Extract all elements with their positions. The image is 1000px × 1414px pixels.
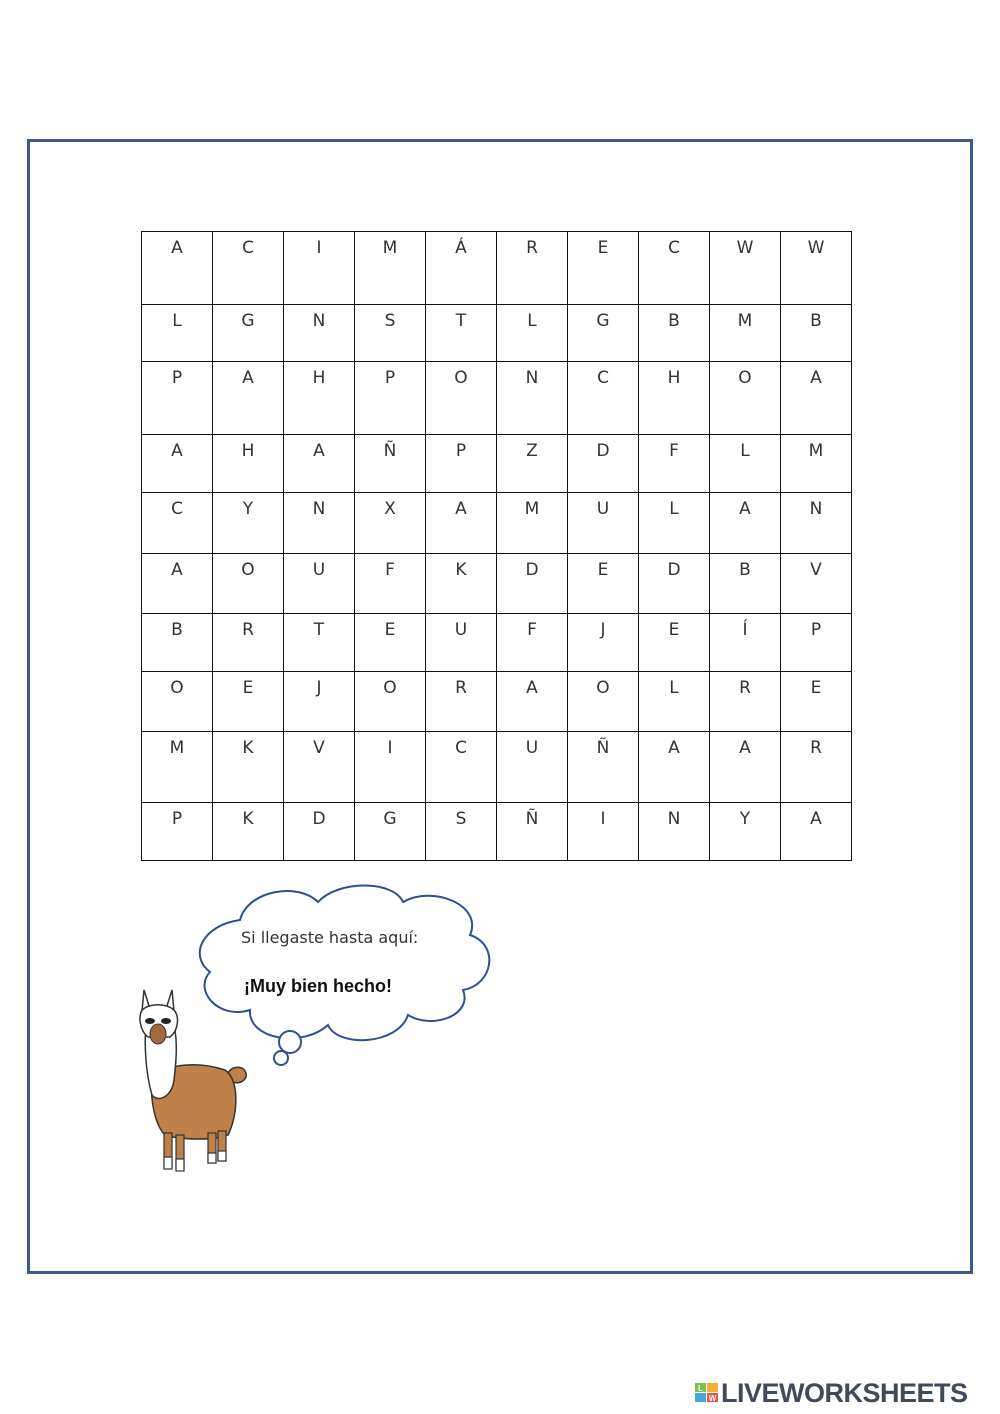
grid-cell [142, 614, 213, 672]
grid-letter: I [316, 238, 322, 258]
grid-cell [355, 493, 426, 554]
grid-letter: L [740, 441, 750, 461]
grid-cell [639, 305, 710, 362]
grid-letter: C [171, 499, 183, 519]
grid-letter: A [171, 560, 183, 580]
grid-letter: C [455, 738, 467, 758]
grid-row [142, 614, 852, 672]
grid-cell [355, 554, 426, 614]
grid-cell [426, 554, 497, 614]
grid-row [142, 803, 852, 861]
grid-row [142, 493, 852, 554]
grid-letter: M [169, 738, 185, 758]
grid-letter: M [737, 311, 753, 331]
grid-cell [142, 435, 213, 493]
grid-cell [497, 305, 568, 362]
grid-cell [568, 305, 639, 362]
grid-letter: U [454, 620, 468, 640]
grid-letter: E [597, 560, 609, 580]
grid-cell [142, 362, 213, 435]
grid-letter: Á [455, 238, 467, 258]
grid-cell [781, 803, 852, 861]
grid-letter: G [383, 809, 397, 829]
grid-cell [497, 803, 568, 861]
grid-letter: E [384, 620, 396, 640]
grid-letter: E [810, 678, 822, 698]
grid-cell [213, 554, 284, 614]
grid-cell [781, 493, 852, 554]
thought-dot-large [279, 1031, 301, 1053]
grid-cell [639, 554, 710, 614]
grid-cell [284, 435, 355, 493]
grid-letter: Í [742, 620, 748, 640]
grid-letter: G [596, 311, 610, 331]
grid-letter: D [525, 560, 539, 580]
grid-cell [710, 614, 781, 672]
grid-cell [568, 435, 639, 493]
grid-letter: P [171, 809, 183, 829]
grid-letter: H [241, 441, 255, 461]
grid-cell [639, 732, 710, 803]
grid-cell [355, 305, 426, 362]
grid-letter: Y [242, 499, 254, 519]
grid-cell [213, 232, 284, 305]
grid-letter: H [667, 368, 681, 388]
grid-cell [426, 232, 497, 305]
grid-cell [355, 232, 426, 305]
grid-cell [497, 362, 568, 435]
grid-letter: K [455, 560, 467, 580]
grid-cell [284, 362, 355, 435]
grid-letter: T [455, 311, 467, 331]
grid-cell [426, 672, 497, 732]
grid-cell [284, 554, 355, 614]
grid-letter: J [600, 620, 606, 640]
grid-letter: U [596, 499, 610, 519]
grid-cell [710, 732, 781, 803]
grid-letter: B [810, 311, 822, 331]
grid-cell [142, 493, 213, 554]
grid-letter: H [312, 368, 326, 388]
grid-letter: N [667, 809, 681, 829]
grid-letter: L [669, 678, 679, 698]
grid-cell [284, 232, 355, 305]
grid-cell [355, 362, 426, 435]
grid-letter: O [738, 368, 752, 388]
grid-cell [213, 672, 284, 732]
grid-letter: S [455, 809, 467, 829]
grid-cell [710, 305, 781, 362]
grid-letter: X [384, 499, 396, 519]
grid-letter: A [810, 368, 822, 388]
grid-cell [568, 672, 639, 732]
grid-letter: D [312, 809, 326, 829]
grid-letter: A [668, 738, 680, 758]
grid-letter: O [454, 368, 468, 388]
grid-cell [426, 305, 497, 362]
grid-letter: E [242, 678, 254, 698]
brand-name: LIVEWORKSHEETS [721, 1377, 968, 1408]
grid-letter: W [736, 238, 754, 258]
grid-letter: Z [526, 441, 538, 461]
grid-cell [710, 232, 781, 305]
grid-letter: N [312, 499, 326, 519]
grid-cell [142, 554, 213, 614]
grid-letter: L [172, 311, 182, 331]
grid-letter: R [526, 238, 538, 258]
grid-letter: B [668, 311, 680, 331]
grid-cell [639, 493, 710, 554]
grid-row [142, 232, 852, 305]
grid-cell [142, 803, 213, 861]
grid-cell [781, 435, 852, 493]
grid-letter: C [668, 238, 680, 258]
grid-letter: S [384, 311, 396, 331]
grid-cell [781, 362, 852, 435]
grid-letter: K [242, 738, 254, 758]
grid-cell [284, 672, 355, 732]
grid-letter: Ñ [525, 809, 539, 829]
grid-letter: E [597, 238, 609, 258]
grid-letter: U [525, 738, 539, 758]
grid-letter: R [810, 738, 822, 758]
grid-letter: D [596, 441, 610, 461]
grid-cell [710, 803, 781, 861]
grid-letter: U [312, 560, 326, 580]
grid-letter: N [809, 499, 823, 519]
grid-letter: A [455, 499, 467, 519]
grid-cell [639, 232, 710, 305]
grid-letter: A [242, 368, 254, 388]
grid-cell [213, 803, 284, 861]
grid-cell [781, 554, 852, 614]
grid-cell [355, 614, 426, 672]
llama-illustration [130, 985, 255, 1180]
grid-cell [497, 493, 568, 554]
bubble-text-line2: ¡Muy bien hecho! [244, 976, 392, 996]
bubble-text-line1: Si llegaste hasta aquí: [241, 928, 419, 947]
grid-cell [284, 493, 355, 554]
grid-letter: C [242, 238, 254, 258]
grid-letter: J [316, 678, 322, 698]
grid-cell [213, 435, 284, 493]
grid-letter: Y [739, 809, 751, 829]
grid-cell [213, 614, 284, 672]
word-search-grid [141, 231, 852, 861]
grid-row [142, 732, 852, 803]
grid-row [142, 672, 852, 732]
grid-letter: I [387, 738, 393, 758]
grid-letter: P [455, 441, 467, 461]
grid-cell [355, 803, 426, 861]
grid-cell [426, 435, 497, 493]
grid-letter: M [524, 499, 540, 519]
grid-cell [639, 672, 710, 732]
grid-cell [426, 803, 497, 861]
grid-row [142, 554, 852, 614]
grid-cell [710, 435, 781, 493]
grid-letter: D [667, 560, 681, 580]
grid-cell [142, 672, 213, 732]
grid-letter: G [241, 311, 255, 331]
grid-cell [355, 435, 426, 493]
grid-row [142, 362, 852, 435]
grid-cell [284, 305, 355, 362]
grid-letter: N [312, 311, 326, 331]
grid-letter: F [527, 620, 537, 640]
grid-cell [568, 232, 639, 305]
grid-cell [213, 362, 284, 435]
grid-cell [213, 305, 284, 362]
grid-row [142, 305, 852, 362]
grid-cell [568, 732, 639, 803]
grid-cell [639, 362, 710, 435]
grid-cell [568, 362, 639, 435]
grid-cell [426, 362, 497, 435]
grid-cell [497, 672, 568, 732]
grid-letter: R [455, 678, 467, 698]
grid-letter: M [808, 441, 824, 461]
grid-cell [284, 732, 355, 803]
grid-letter: O [170, 678, 184, 698]
grid-row [142, 435, 852, 493]
grid-letter: A [171, 238, 183, 258]
grid-cell [568, 554, 639, 614]
thought-dot-small [274, 1051, 288, 1065]
liveworksheets-logo-icon [695, 1381, 719, 1405]
grid-cell [142, 732, 213, 803]
grid-cell [710, 554, 781, 614]
grid-cell [781, 614, 852, 672]
grid-cell [497, 554, 568, 614]
grid-letter: V [810, 560, 822, 580]
grid-cell [355, 732, 426, 803]
grid-letter: B [739, 560, 751, 580]
logo-letter-l: L [698, 1384, 703, 1393]
grid-cell [355, 672, 426, 732]
grid-letter: A [739, 738, 751, 758]
grid-cell [284, 803, 355, 861]
grid-letter: M [382, 238, 398, 258]
grid-cell [284, 614, 355, 672]
grid-letter: P [384, 368, 396, 388]
grid-cell [781, 672, 852, 732]
grid-letter: F [669, 441, 679, 461]
grid-cell [568, 493, 639, 554]
grid-letter: B [171, 620, 183, 640]
grid-letter: A [526, 678, 538, 698]
grid-cell [710, 672, 781, 732]
grid-cell [781, 732, 852, 803]
grid-cell [639, 614, 710, 672]
grid-letter: Ñ [596, 738, 610, 758]
grid-cell [142, 305, 213, 362]
grid-letter: N [525, 368, 539, 388]
grid-letter: O [241, 560, 255, 580]
grid-cell [710, 493, 781, 554]
grid-letter: K [242, 809, 254, 829]
grid-letter: C [597, 368, 609, 388]
grid-cell [213, 732, 284, 803]
grid-letter: P [810, 620, 822, 640]
grid-letter: W [807, 238, 825, 258]
grid-cell [142, 232, 213, 305]
grid-letter: E [668, 620, 680, 640]
grid-letter: R [242, 620, 254, 640]
grid-cell [426, 614, 497, 672]
grid-cell [710, 362, 781, 435]
grid-letter: R [739, 678, 751, 698]
grid-letter: Ñ [383, 441, 397, 461]
grid-letter: T [313, 620, 325, 640]
grid-letter: L [669, 499, 679, 519]
grid-cell [781, 305, 852, 362]
grid-cell [497, 732, 568, 803]
grid-letter: P [171, 368, 183, 388]
grid-cell [639, 435, 710, 493]
grid-letter: A [171, 441, 183, 461]
logo-letter-w: W [708, 1394, 717, 1403]
grid-letter: I [600, 809, 606, 829]
grid-cell [781, 232, 852, 305]
grid-letter: L [527, 311, 537, 331]
grid-cell [568, 614, 639, 672]
liveworksheets-brand [695, 1378, 968, 1408]
grid-cell [426, 493, 497, 554]
grid-cell [426, 732, 497, 803]
grid-cell [497, 614, 568, 672]
grid-letter: A [810, 809, 822, 829]
grid-letter: V [313, 738, 325, 758]
grid-letter: A [739, 499, 751, 519]
grid-letter: O [596, 678, 610, 698]
grid-cell [497, 232, 568, 305]
grid-cell [497, 435, 568, 493]
grid-cell [213, 493, 284, 554]
grid-cell [639, 803, 710, 861]
grid-cell [568, 803, 639, 861]
grid-letter: A [313, 441, 325, 461]
grid-letter: O [383, 678, 397, 698]
grid-letter: F [385, 560, 395, 580]
